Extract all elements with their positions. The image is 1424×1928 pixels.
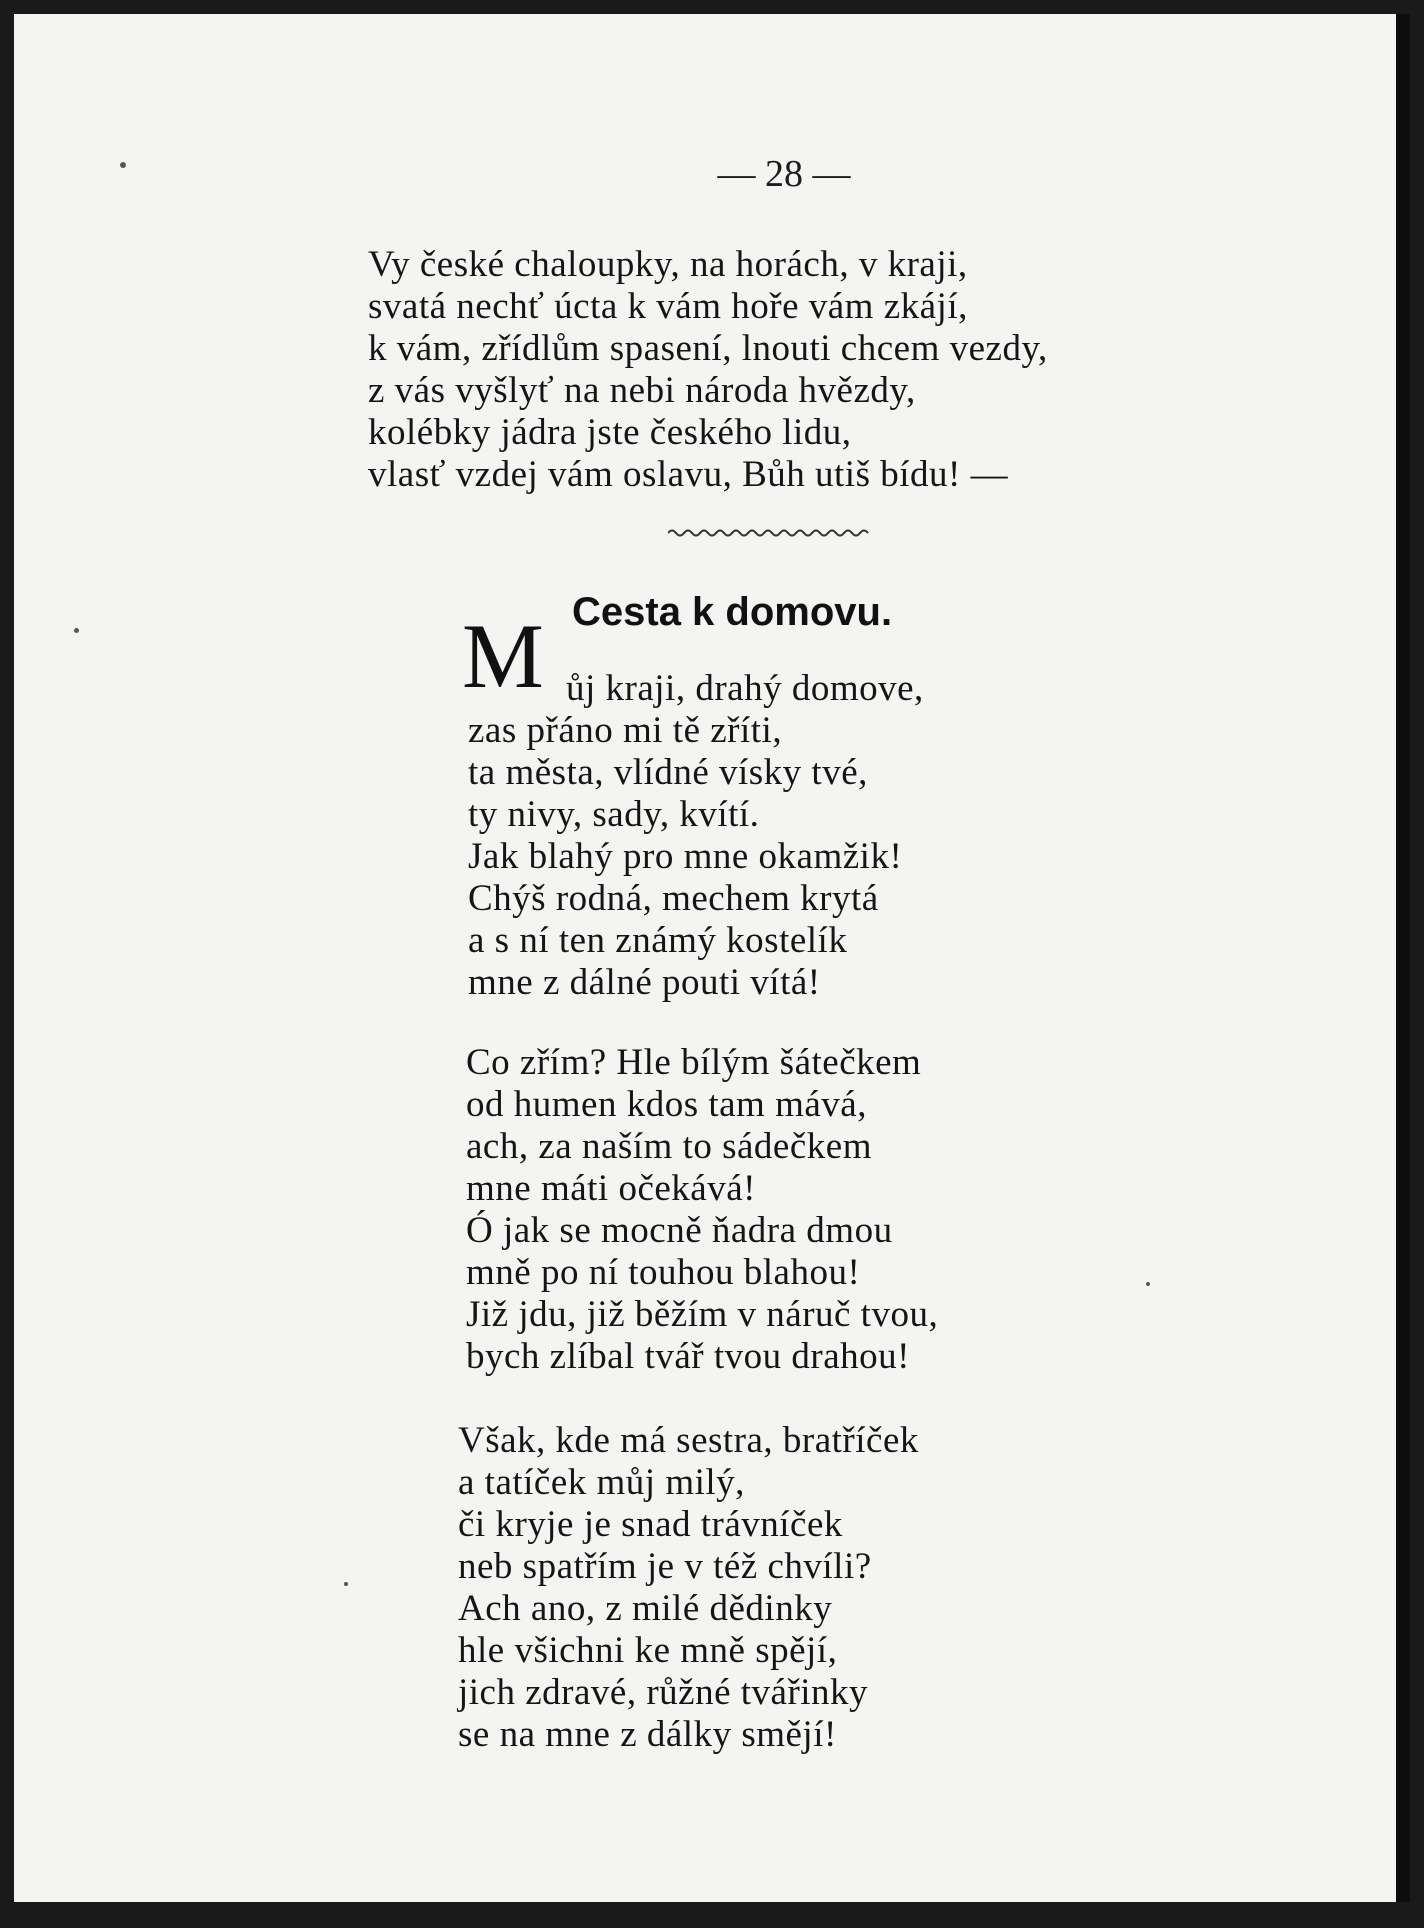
poem-line: Chýš rodná, mechem krytá (468, 878, 879, 919)
poem-line: jich zdravé, růžné tvářinky (458, 1672, 869, 1713)
paper-speck (1146, 1282, 1150, 1286)
poem-line: neb spatřím je v též chvíli? (458, 1546, 872, 1587)
intro-line: kolébky jádra jste českého lidu, (368, 412, 852, 453)
intro-line: k vám, zřídlům spasení, lnouti chcem vezdy, (368, 328, 1048, 369)
poem-line: Však, kde má sestra, bratříček (458, 1420, 919, 1461)
poem-first-line (468, 670, 1068, 710)
poem-line: Ó jak se mocně ňadra dmou (466, 1210, 893, 1251)
page-edge-shadow (1396, 14, 1410, 1902)
poem-stanza-1 (468, 712, 1068, 1012)
poem-line: a tatíček můj milý, (458, 1462, 745, 1503)
poem-line: či kryje je snad trávníček (458, 1504, 843, 1545)
page-number: — 28 — (717, 153, 851, 195)
intro-line: vlasť vzdej vám oslavu, Bůh utiš bídu! — (368, 454, 1009, 495)
poem-line: Již jdu, již běžím v náruč tvou, (466, 1294, 939, 1335)
poem-line: ůj kraji, drahý domove, (566, 668, 924, 709)
drop-cap: M (462, 605, 544, 707)
poem-line: se na mne z dálky smějí! (458, 1714, 837, 1755)
poem-line: hle všichni ke mně spějí, (458, 1630, 838, 1671)
paper-speck (74, 628, 79, 633)
intro-line: z vás vyšlyť na nebi národa hvězdy, (368, 370, 916, 411)
poem-line: Ach ano, z milé dědinky (458, 1588, 833, 1629)
intro-line: Vy české chaloupky, na horách, v kraji, (368, 244, 968, 285)
poem-stanza-2 (466, 1044, 1066, 1384)
poem-line: ta města, vlídné vísky tvé, (468, 752, 868, 793)
intro-line: svatá nechť úcta k vám hoře vám zkájí, (368, 286, 968, 327)
poem-line: ach, za naším to sádečkem (466, 1126, 872, 1167)
poem-line: mne máti očekává! (466, 1168, 756, 1209)
book-page (14, 14, 1410, 1902)
poem-line: a s ní ten známý kostelík (468, 920, 848, 961)
poem-line: mne z dálné pouti vítá! (468, 962, 821, 1003)
poem-line: Co zřím? Hle bílým šátečkem (466, 1042, 922, 1083)
poem-line: od humen kdos tam mává, (466, 1084, 867, 1125)
poem-line: mně po ní touhou blahou! (466, 1252, 861, 1293)
intro-stanza (368, 246, 1248, 506)
poem-stanza-3 (458, 1422, 1078, 1762)
poem-line: zas přáno mi tě zříti, (468, 710, 783, 751)
poem-line: ty nivy, sady, kvítí. (468, 794, 760, 835)
poem-line: bych zlíbal tvář tvou drahou! (466, 1336, 910, 1377)
poem-title: Cesta k domovu. (572, 590, 893, 634)
paper-speck (344, 1582, 348, 1586)
poem-line: Jak blahý pro mne okamžik! (468, 836, 903, 877)
paper-speck (120, 162, 126, 168)
wavy-ornament-divider (668, 526, 872, 540)
